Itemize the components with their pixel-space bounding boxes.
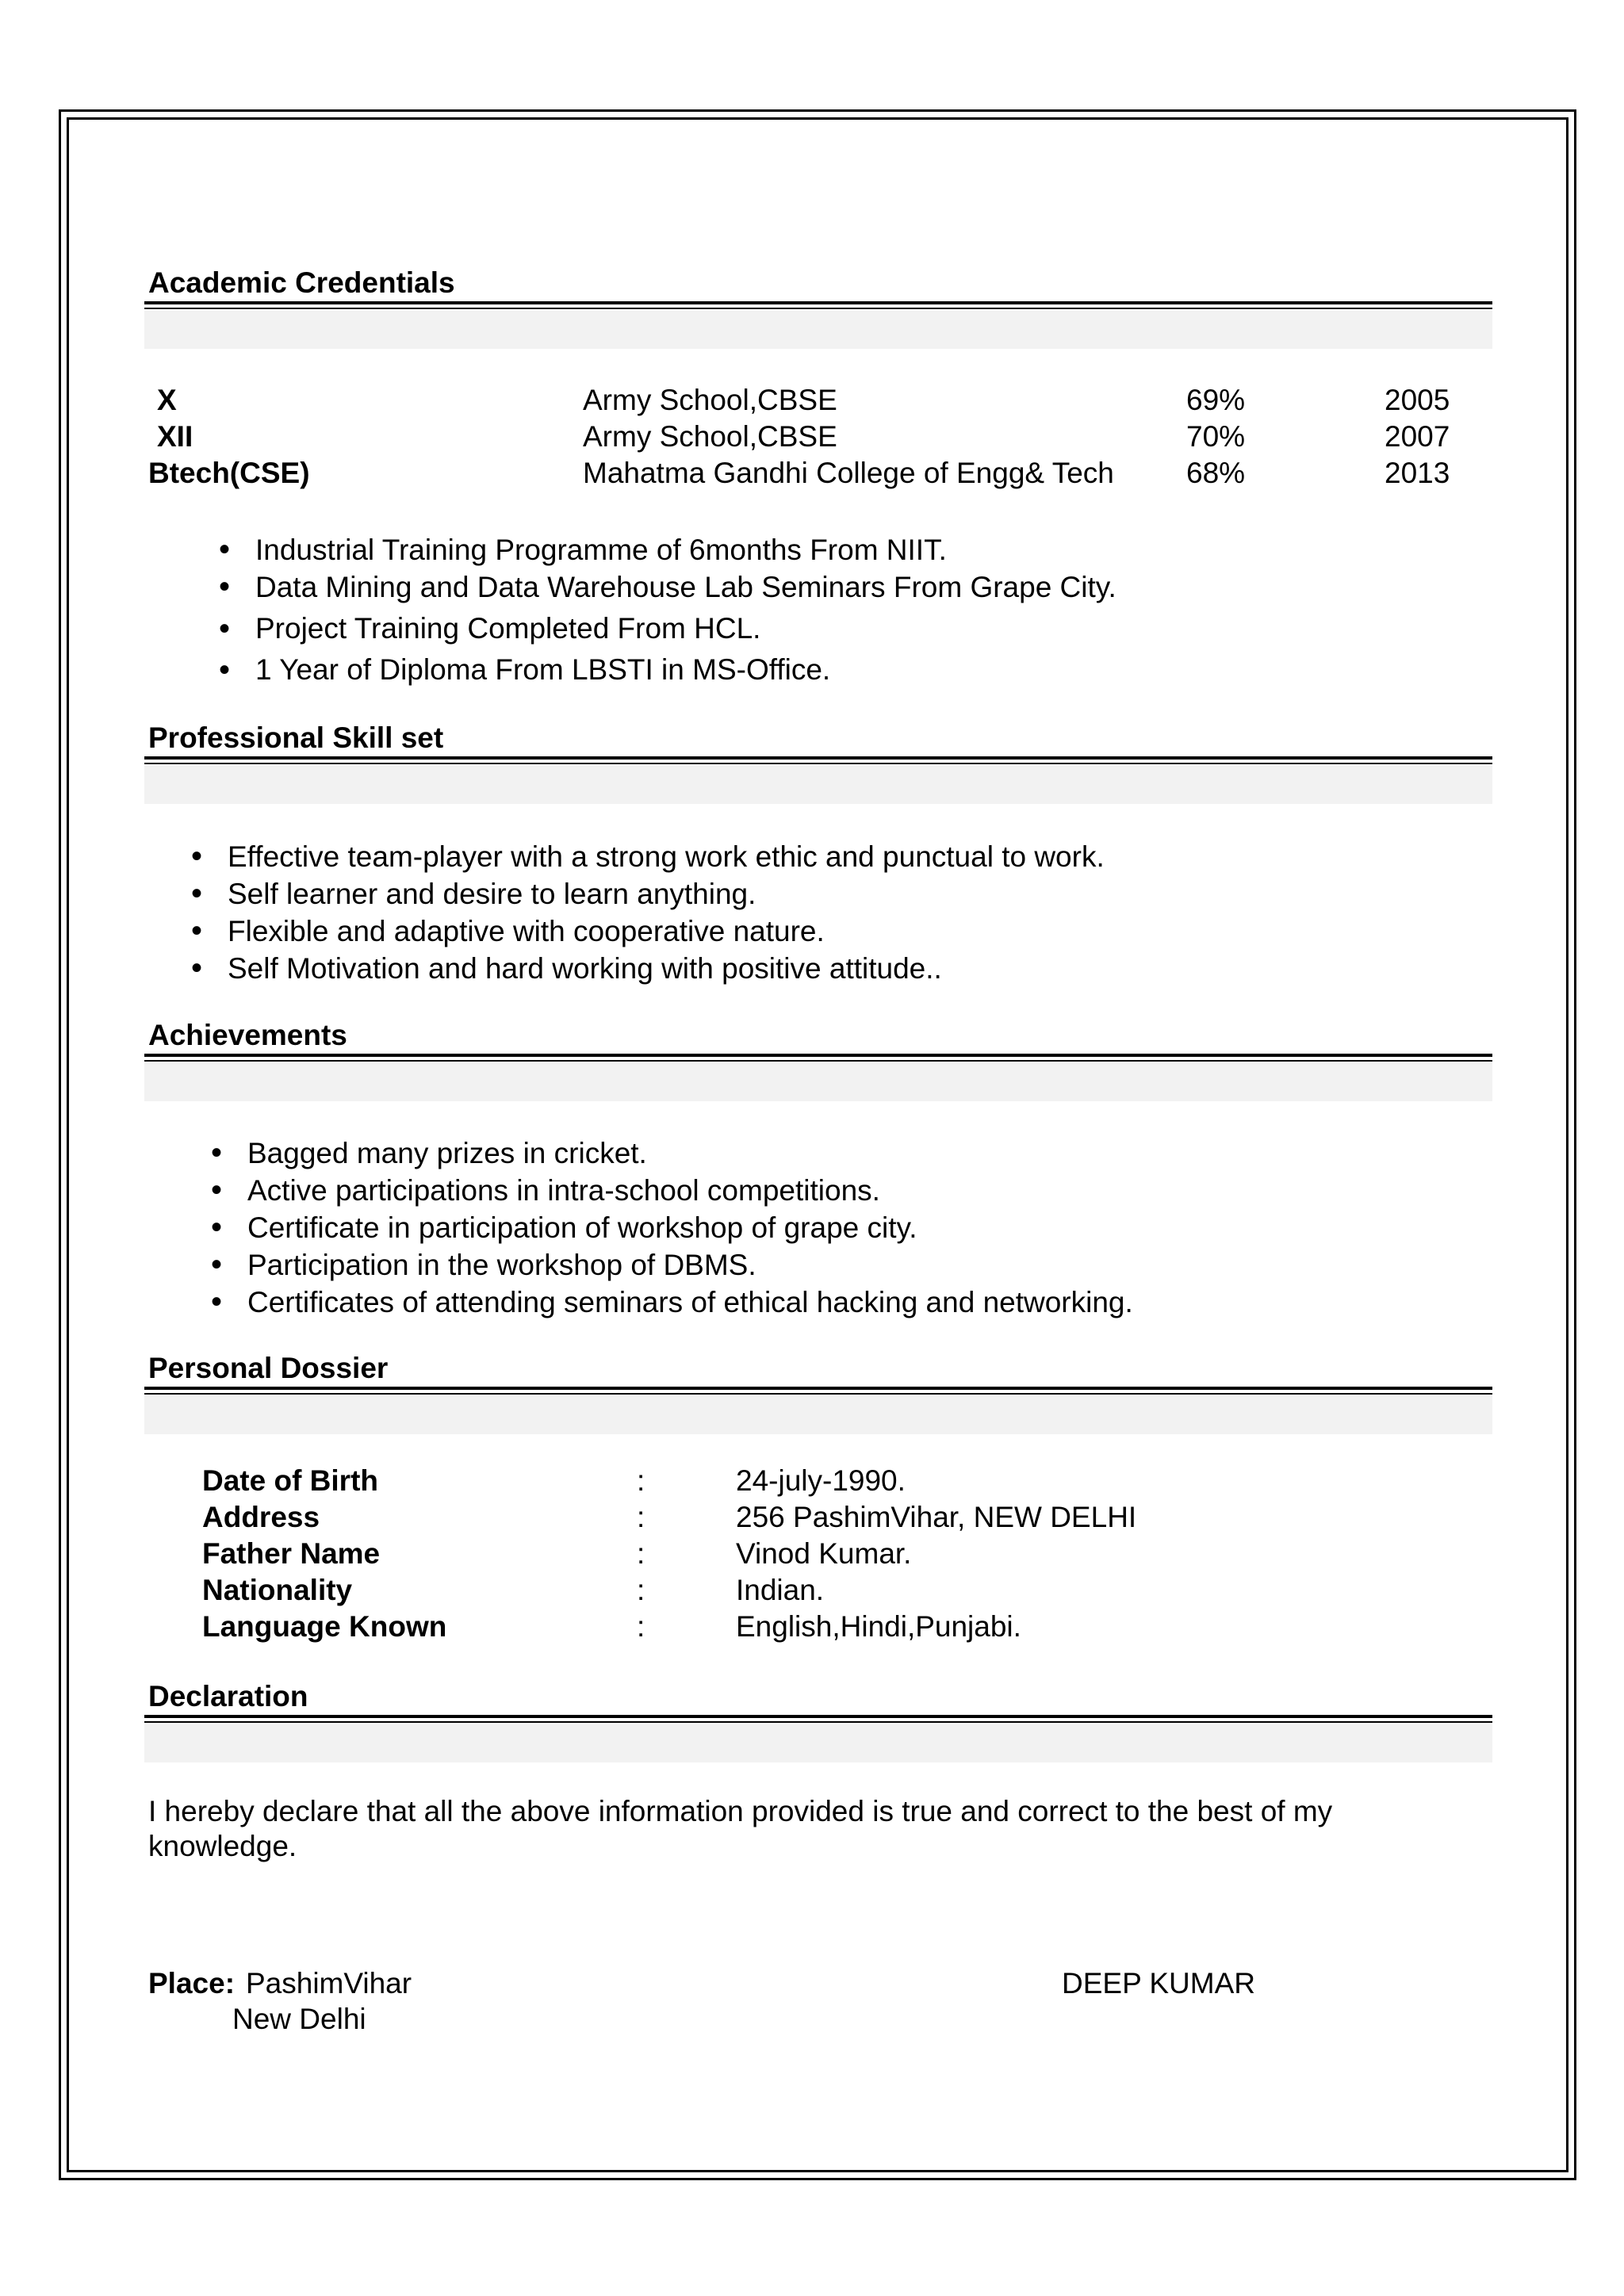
detail-value: Indian. <box>736 1574 825 1606</box>
detail-value: 24-july-1990. <box>736 1464 906 1497</box>
detail-label: Nationality <box>202 1574 353 1606</box>
detail-label: Date of Birth <box>202 1464 378 1497</box>
course-cell: Btech(CSE) <box>148 457 310 489</box>
institute-cell: Army School,CBSE <box>583 420 837 453</box>
detail-label: Language Known <box>202 1610 447 1643</box>
institute-cell: Army School,CBSE <box>583 384 837 416</box>
achievements-bullets <box>247 1135 1133 1321</box>
year-cell: 2007 <box>1385 420 1450 453</box>
signature-name: DEEP KUMAR <box>1062 1967 1255 1999</box>
institute-cell: Mahatma Gandhi College of Engg& Tech <box>583 457 1114 489</box>
declaration-heading: Declaration <box>148 1680 308 1712</box>
course-cell: XII <box>157 420 193 453</box>
detail-colon: : <box>637 1610 645 1643</box>
list-item: • Certificates of attending seminars of ethical hacking and networking. <box>247 1284 1133 1321</box>
list-item: • Participation in the workshop of DBMS. <box>247 1246 1133 1284</box>
detail-colon: : <box>637 1574 645 1606</box>
place-value-line2: New Delhi <box>232 2003 366 2035</box>
skills-heading: Professional Skill set <box>148 721 444 754</box>
place-value-line1: PashimVihar <box>246 1967 412 1999</box>
list-item: • Self learner and desire to learn anything. <box>228 875 1105 913</box>
declaration-rule <box>144 1715 1492 1723</box>
skills-rule <box>144 756 1492 764</box>
year-cell: 2013 <box>1385 457 1450 489</box>
detail-colon: : <box>637 1537 645 1570</box>
course-cell: X <box>157 384 177 416</box>
percent-cell: 70% <box>1186 420 1246 453</box>
academic-heading: Academic Credentials <box>148 266 455 299</box>
year-cell: 2005 <box>1385 384 1450 416</box>
list-item: • Effective team-player with a strong work ethic and punctual to work. <box>228 838 1105 875</box>
academic-rule <box>144 301 1492 309</box>
detail-value: English,Hindi,Punjabi. <box>736 1610 1021 1643</box>
percent-cell: 69% <box>1186 384 1246 416</box>
detail-colon: : <box>637 1501 645 1533</box>
achievements-rule <box>144 1054 1492 1062</box>
list-item: • Self Motivation and hard working with positive attitude.. <box>228 950 1105 987</box>
list-item: • Flexible and adaptive with cooperative nature. <box>228 913 1105 950</box>
list-item: • Bagged many prizes in cricket. <box>247 1135 1133 1172</box>
declaration-shade-bar <box>144 1724 1492 1762</box>
list-item: • Project Training Completed From HCL. <box>255 608 1116 649</box>
detail-colon: : <box>637 1464 645 1497</box>
detail-value: 256 PashimVihar, NEW DELHI <box>736 1501 1137 1533</box>
detail-label: Address <box>202 1501 320 1533</box>
academic-bullets <box>255 531 1116 691</box>
personal-heading: Personal Dossier <box>148 1352 389 1384</box>
academic-shade-bar <box>144 311 1492 349</box>
skills-shade-bar <box>144 766 1492 804</box>
achievements-heading: Achievements <box>148 1019 347 1051</box>
detail-value: Vinod Kumar. <box>736 1537 912 1570</box>
declaration-text-line2: knowledge. <box>148 1830 297 1862</box>
achievements-shade-bar <box>144 1063 1492 1101</box>
detail-label: Father Name <box>202 1537 381 1570</box>
skills-bullets <box>228 838 1105 987</box>
list-item: • Industrial Training Programme of 6months From NIIT. <box>255 531 1116 568</box>
list-item: • Active participations in intra-school competitions. <box>247 1172 1133 1209</box>
list-item: • Certificate in participation of workshop of grape city. <box>247 1209 1133 1246</box>
list-item: • Data Mining and Data Warehouse Lab Seminars From Grape City. <box>255 568 1116 608</box>
place-label: Place: <box>148 1967 236 1999</box>
declaration-text-line1: I hereby declare that all the above information provided is true and correct to the best of my <box>148 1795 1333 1827</box>
list-item: • 1 Year of Diploma From LBSTI in MS-Office. <box>255 649 1116 691</box>
personal-shade-bar <box>144 1396 1492 1434</box>
personal-rule <box>144 1387 1492 1395</box>
percent-cell: 68% <box>1186 457 1246 489</box>
